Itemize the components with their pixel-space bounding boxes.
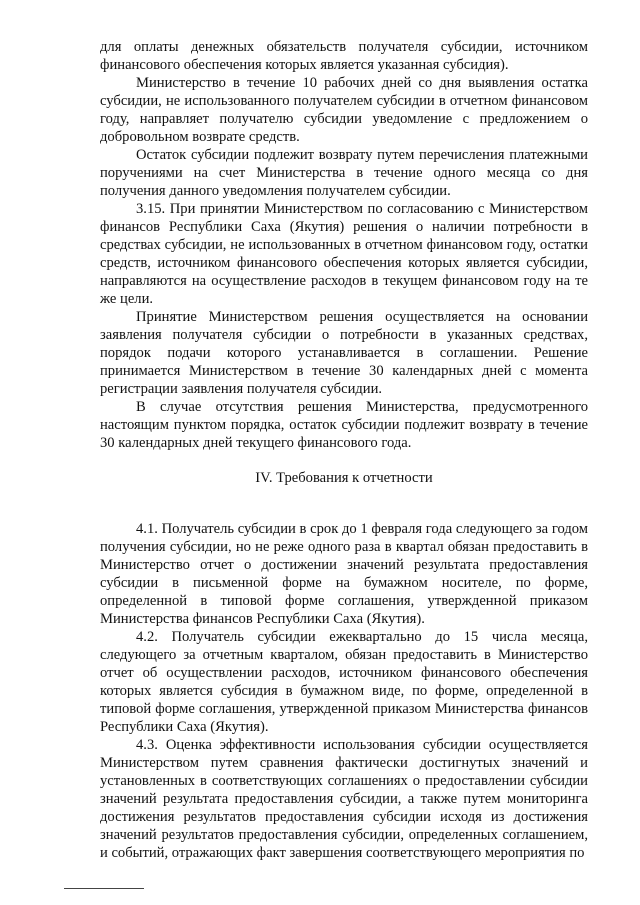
paragraph-ministry-notice: Министерство в течение 10 рабочих дней со дня выявления остатка субсидии, не использованного получателем субсидии в отчетном финансовом году, направляет получателю субсидии уведомление с предложением о добровольном возврате средств.: [100, 75, 588, 145]
footnote-rule: [64, 888, 144, 889]
section-heading: IV. Требования к отчетности: [255, 470, 433, 486]
paragraph-4-3: 4.3. Оценка эффективности использования субсидии осуществляется Министерством путем сравнения фактически достигнутых значений и установленных в соответствующих соглашениях о предоставлении субсидии значений результата предоставления субсидии, а также путем мониторинга достижения результатов предоставления субсидии исходя из достижения значений результатов предоставления субсидии, определенных соглашением, и событий, отражающих факт завершения соответствующего мероприятия по: [100, 737, 588, 861]
paragraph-3-15: 3.15. При принятии Министерством по согласованию с Министерством финансов Республики Саха (Якутия) решения о наличии потребности в средствах субсидии, не использованных в отчетном финансовом году, остатки средств, источником финансового обеспечения которых является субсидии, направляются на осуществление расходов в текущем финансовом году на те же цели.: [100, 201, 588, 307]
paragraph-subsidy-return: Остаток субсидии подлежит возврату путем перечисления платежными поручениями на счет Министерства в течение одного месяца со дня получения данного уведомления получателем субсидии.: [100, 147, 588, 199]
paragraph-4-2: 4.2. Получатель субсидии ежеквартально до 15 числа месяца, следующего за отчетным кварталом, обязан предоставить в Министерство отчет об осуществлении расходов, источником финансового обеспечения которых является субсидия в бумажном виде, по форме, определенной в типовой форме соглашения, утвержденной приказом Министерства финансов Республики Саха (Якутия).: [100, 629, 588, 735]
paragraph-4-1: 4.1. Получатель субсидии в срок до 1 февраля года следующего за годом получения субсидии, но не реже одного раза в квартал обязан предоставить в Министерство отчет о достижении значений результата предоставления субсидии в письменной форме на бумажном носителе, по форме, определенной в типовой форме соглашения, утвержденной приказом Министерства финансов Республики Саха (Якутия).: [100, 521, 588, 627]
document-page: [100, 38, 588, 862]
paragraph-continuation: для оплаты денежных обязательств получателя субсидии, источником финансового обеспечения которых является указанная субсидия).: [100, 39, 588, 73]
paragraph-decision: Принятие Министерством решения осуществляется на основании заявления получателя субсидии о потребности в указанных средствах, порядок подачи которого устанавливается в соглашении. Решение принимается Министерством в течение 30 календарных дней с момента регистрации заявления получателя субсидии.: [100, 309, 588, 397]
paragraph-no-decision: В случае отсутствия решения Министерства, предусмотренного настоящим пунктом порядка, остаток субсидии подлежит возврату в течение 30 календарных дней текущего финансового года.: [100, 399, 588, 451]
